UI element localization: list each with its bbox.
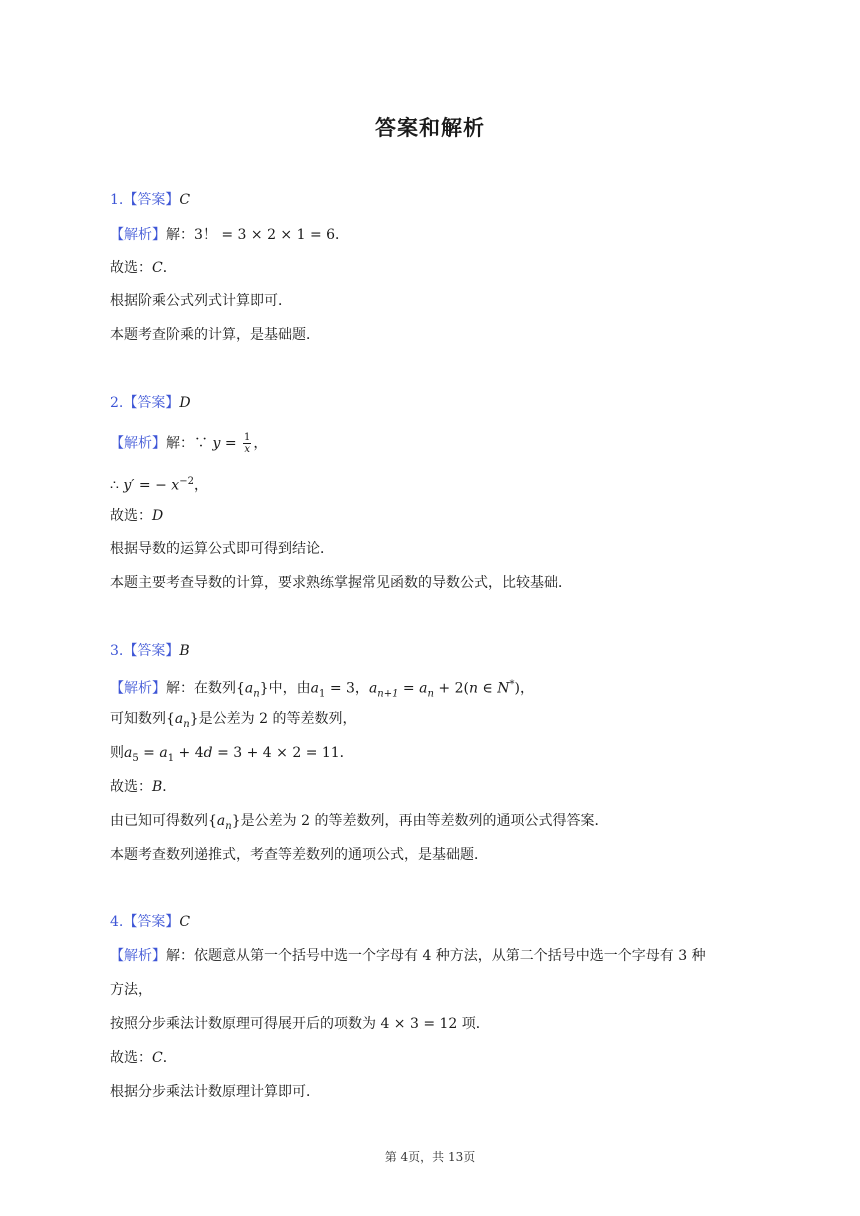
- q3-sub-n: n: [253, 688, 260, 700]
- q2-frac-den: x: [244, 444, 250, 455]
- q2-deriv-mid: = −: [138, 477, 172, 494]
- q3-choose-end: ．: [162, 779, 177, 795]
- q3-var-d: d: [203, 745, 213, 761]
- q4-line2: 按照分步乘法计数原理可得展开后的项数为 4 × 3 = 12 项．: [110, 1016, 490, 1032]
- q3-text: =: [398, 680, 420, 697]
- q3-sub-1: 1: [319, 688, 326, 700]
- q3-method: [110, 811, 755, 837]
- q2-fraction: [243, 432, 251, 455]
- q4-answer-label: 【答案】: [123, 914, 180, 930]
- q4-text: 解：依题意从第一个括号中选一个字母有 4 种方法，从第二个括号中选一个字母有 3 种: [166, 948, 706, 964]
- q1-analysis-prefix: 解：: [166, 227, 194, 243]
- q3-var-a: a: [310, 680, 320, 697]
- q3-text: = 3，: [325, 680, 369, 697]
- q3-choose-prefix: 故选：: [110, 779, 152, 795]
- q3-text: 则: [110, 745, 124, 761]
- q3-text: + 2(: [433, 680, 469, 697]
- q4-choose-prefix: 故选：: [110, 1050, 152, 1066]
- q4-analysis-line: [110, 946, 755, 966]
- q4-answer: C: [179, 914, 191, 930]
- q3-var-a: a: [216, 813, 226, 829]
- q1-analysis-label: 【解析】: [110, 227, 166, 243]
- q1-analysis-line: [110, 225, 755, 245]
- q1-answer-label: 【答案】: [123, 192, 180, 208]
- q3-text: }中，由: [259, 680, 311, 697]
- q2-frac-num: 1: [244, 432, 251, 443]
- q4-analysis-label: 【解析】: [110, 948, 166, 964]
- q2-eq-lhs: y =: [212, 435, 241, 452]
- q2-analysis-prefix: 解：∵: [166, 435, 213, 452]
- q3-text: + 4: [174, 745, 204, 761]
- q1-choose-prefix: 故选：: [110, 260, 152, 276]
- q3-text: =: [138, 745, 160, 761]
- q3-analysis-line: [110, 675, 755, 704]
- q2-deriv-prefix: ∴: [110, 477, 124, 494]
- q2-analysis-line: [110, 432, 755, 455]
- q2-eq-end: ，: [253, 435, 268, 452]
- q3-text: 由已知可得数列{: [110, 813, 217, 829]
- q2-method: 根据导数的运算公式即可得到结论．: [110, 541, 334, 557]
- q2-answer: D: [179, 395, 191, 411]
- q2-answer-label: 【答案】: [123, 395, 180, 411]
- q2-derivative-line: [110, 472, 755, 496]
- q3-sub-n: n: [427, 688, 434, 700]
- q3-choose-value: B: [152, 779, 163, 795]
- q1-number: 1.: [110, 192, 124, 208]
- q2-deriv-lhs: y′: [123, 477, 139, 494]
- q3-choose-line: [110, 777, 755, 797]
- q4-number: 4.: [110, 914, 124, 930]
- q1-choose-value: C: [152, 260, 163, 276]
- q3-sub-5: 5: [132, 752, 139, 764]
- q4-answer-line: [110, 912, 755, 932]
- q3-text: 可知数列{: [110, 711, 175, 727]
- q3-answer-line: [110, 641, 755, 661]
- q3-text: 解：在数列{: [166, 680, 245, 697]
- q3-analysis-label: 【解析】: [110, 680, 166, 697]
- q3-number: 3.: [110, 643, 124, 659]
- q2-deriv-x: x: [171, 477, 180, 494]
- q2-choose-prefix: 故选：: [110, 508, 152, 524]
- q4-choose-line: [110, 1048, 755, 1068]
- q4-method: 根据分步乘法计数原理计算即可．: [110, 1084, 320, 1100]
- page-title: 答案和解析: [375, 116, 485, 140]
- q3-line3: [110, 743, 755, 769]
- q3-sub-n: n: [225, 820, 232, 832]
- q3-var-n: n: [468, 680, 478, 697]
- q3-var-a: a: [124, 745, 133, 761]
- q4-choose-end: ．: [162, 1050, 177, 1066]
- q3-text: }是公差为 2 的等差数列，: [189, 711, 357, 727]
- q3-sub-n1: n+1: [377, 688, 399, 700]
- q3-text: )，: [514, 680, 534, 697]
- q1-choose-line: [110, 258, 755, 278]
- q1-choose-end: ．: [162, 260, 177, 276]
- q3-var-a: a: [174, 711, 184, 727]
- q2-analysis-label: 【解析】: [110, 435, 166, 452]
- q2-deriv-end: ，: [193, 477, 208, 494]
- page-footer: 第 4页，共 13页: [384, 1150, 476, 1164]
- q1-calc: 3！ = 3 × 2 × 1 = 6．: [194, 227, 350, 243]
- q4-choose-value: C: [152, 1050, 163, 1066]
- q1-answer-line: [110, 190, 755, 210]
- q3-text: ∈: [477, 680, 498, 697]
- q3-text: = 3 + 4 × 2 = 11．: [212, 745, 354, 761]
- q3-sub-n: n: [183, 718, 190, 730]
- q3-var-a: a: [419, 680, 428, 697]
- q3-comment: 本题考查数列递推式，考查等差数列的通项公式，是基础题．: [110, 847, 488, 863]
- q3-answer: B: [179, 643, 190, 659]
- q3-answer-label: 【答案】: [123, 643, 180, 659]
- q3-var-a: a: [368, 680, 378, 697]
- q3-var-a: a: [159, 745, 168, 761]
- q1-method: 根据阶乘公式列式计算即可．: [110, 293, 292, 309]
- q2-number: 2.: [110, 395, 124, 411]
- q2-choose-value: D: [152, 508, 164, 524]
- q2-answer-line: [110, 393, 755, 413]
- q2-comment: 本题主要考查导数的计算，要求熟练掌握常见函数的导数公式，比较基础．: [110, 575, 572, 591]
- q3-sub-1: 1: [167, 752, 175, 764]
- q3-var-a: a: [244, 680, 254, 697]
- q3-sup-star: *: [509, 679, 515, 690]
- q2-deriv-exp: −2: [179, 476, 194, 487]
- q2-choose-line: [110, 506, 755, 526]
- q1-answer: C: [179, 192, 191, 208]
- q3-var-N: N: [497, 680, 510, 697]
- q1-comment: 本题考查阶乘的计算，是基础题．: [110, 327, 320, 343]
- q3-line2: [110, 709, 755, 735]
- q4-line1b: 方法，: [110, 982, 152, 998]
- q3-text: }是公差为 2 的等差数列，再由等差数列的通项公式得答案．: [231, 813, 609, 829]
